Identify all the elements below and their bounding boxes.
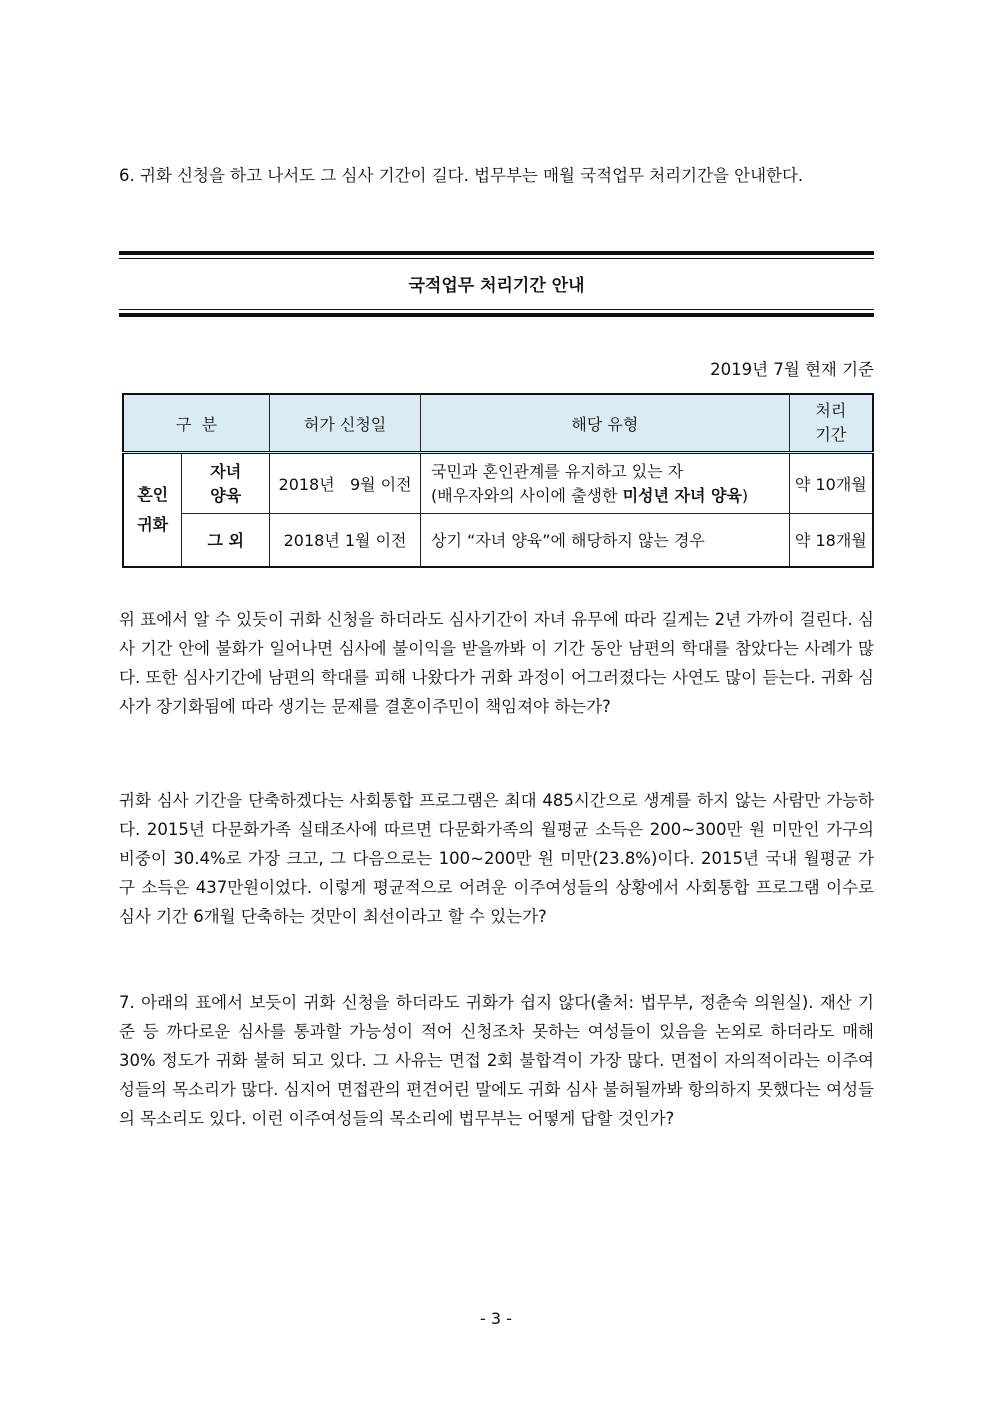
paragraph-processing-delay: 위 표에서 알 수 있듯이 귀화 신청을 하더라도 심사기간이 자녀 유무에 따라 길게는 2년 가까이 걸린다. 심사 기간 안에 불화가 일어나면 심사에 불이익을 받을까봐 이 기간 동안 남편의 학대를 참았다는 사례가 많다. 또한 심사기간에 남편의 학대를 피해 나왔다가 귀화 과정이 어그러졌다는 사연도 많이 듣는다. 귀화 심사가 장기화됨에 따라 생기는 문제를 결혼이주민이 책임져야 하는가? — [119, 610, 874, 716]
header-period: 처리 기간 — [789, 394, 873, 453]
section-7-paragraph: 7. 아래의 표에서 보듯이 귀화 신청을 하더라도 귀화가 쉽지 않다(출처: 법무부, 정춘숙 의원실). 재산 기준 등 까다로운 심사를 통과할 가능성이 적어 신청조차 못하는 여성들이 있음을 논외로 하더라도 매해 30% 정도가 귀화 불허 되고 있다. 그 사유는 면접 2회 불합격이 가장 많다. 면접이 자의적이라는 이주여성들의 목소리가 많다. 심지어 면접관의 편견어린 말에도 귀화 심사 불허될까봐 항의하지 못했다는 여성들의 목소리도 있다. 이런 이주여성들의 목소리에 법무부는 어떻게 답할 것인가? — [119, 993, 874, 1128]
standard-date: 2019년 7월 현재 기준 — [710, 360, 874, 379]
paragraph-integration-program: 귀화 심사 기간을 단축하겠다는 사회통합 프로그램은 최대 485시간으로 생계를 하지 않는 사람만 가능하다. 2015년 다문화가족 실태조사에 따르면 다문화가족의 월평균 소득은 200∼300만 원 미만인 가구의 비중이 30.4%로 가장 크고, 그 다음으로는 100∼200만 원 미만(23.8%)이다. 2015년 국내 월평균 가구 소득은 437만원이었다. 이렇게 평균적으로 어려운 이주여성들의 상황에서 사회통합 프로그램 이수로 심사 기간 6개월 단축하는 것만이 최선이라고 할 수 있는가? — [119, 791, 874, 926]
group-label: 혼인 귀화 — [123, 453, 182, 567]
type-line-2: (배우자와의 사이에 출생한 미성년 자녀 양육) — [431, 485, 749, 505]
processing-period-table — [122, 393, 874, 568]
header-category: 구 분 — [123, 394, 270, 453]
header-apply-date: 허가 신청일 — [270, 394, 421, 453]
type-line-1: 국민과 혼인관계를 유지하고 있는 자 — [431, 461, 684, 481]
apply-date-cell: 2018년 1월 이전 — [270, 514, 421, 567]
section-6-paragraph: 6. 귀화 신청을 하고 나서도 그 심사 기간이 길다. 법무부는 매월 국적업무 처리기간을 안내한다. — [119, 166, 804, 185]
type-cell — [421, 453, 790, 514]
table-header-row — [123, 394, 873, 453]
table-row — [123, 514, 873, 567]
period-cell: 약 10개월 — [789, 453, 873, 514]
sub-category: 자녀 양육 — [182, 453, 270, 514]
box-top-rule — [119, 251, 874, 259]
box-title: 국적업무 처리기간 안내 — [408, 276, 585, 296]
sub-category: 그 외 — [182, 514, 270, 567]
page-number: - 3 - — [480, 1309, 512, 1328]
period-cell: 약 18개월 — [789, 514, 873, 567]
header-type: 해당 유형 — [421, 394, 790, 453]
type-cell: 상기 “자녀 양육”에 해당하지 않는 경우 — [421, 514, 790, 567]
box-bottom-rule — [119, 309, 874, 317]
apply-date-cell: 2018년 9월 이전 — [270, 453, 421, 514]
table-row — [123, 453, 873, 514]
